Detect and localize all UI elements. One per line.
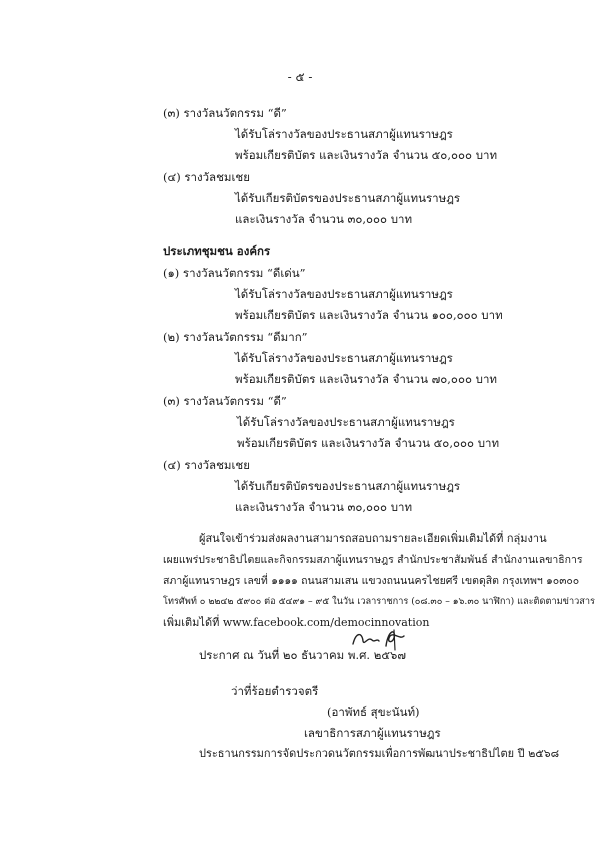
org-section-heading: ประเภทชุมชน องค์กร <box>163 244 271 258</box>
org-award-3-line1: ได้รับโล่รางวัลของประธานสภาผู้แทนราษฎร <box>237 415 455 429</box>
org-award-1-line1: ได้รับโล่รางวัลของประธานสภาผู้แทนราษฎร <box>235 287 453 301</box>
org-award-3-title: (๓) รางวัลนวัตกรรม “ดี” <box>163 394 287 408</box>
handwritten-signature-icon <box>350 626 410 652</box>
award-3-title: (๓) รางวัลนวัตกรรม “ดี” <box>163 106 287 120</box>
page-number: - ๕ - <box>287 70 313 84</box>
award-3-line1: ได้รับโล่รางวัลของประธานสภาผู้แทนราษฎร <box>235 127 453 141</box>
announcement-date: ประกาศ ณ วันที่ ๒๐ ธันวาคม พ.ศ. ๒๕๖๗ <box>199 648 406 662</box>
award-3-line2: พร้อมเกียรติบัตร และเงินรางวัล จำนวน ๕๐,๐๐๐ บาท <box>235 148 498 162</box>
org-award-3-line2: พร้อมเกียรติบัตร และเงินรางวัล จำนวน ๕๐,๐๐๐ บาท <box>237 436 500 450</box>
org-award-4-line2: และเงินรางวัล จำนวน ๓๐,๐๐๐ บาท <box>235 500 413 514</box>
org-award-1-line2: พร้อมเกียรติบัตร และเงินรางวัล จำนวน ๑๐๐,๐๐๐ บาท <box>235 308 503 322</box>
org-award-1-title: (๑) รางวัลนวัตกรรม “ดีเด่น” <box>163 266 306 280</box>
award-4-line1: ได้รับเกียรติบัตรของประธานสภาผู้แทนราษฎร <box>235 191 461 205</box>
contact-line-2: เผยแพร่ประชาธิปไตยและกิจกรรมสภาผู้แทนราษฎร สำนักประชาสัมพันธ์ สำนักงานเลขาธิการ <box>163 554 583 566</box>
contact-line-3: สภาผู้แทนราษฎร เลขที่ ๑๑๑๑ ถนนสามเสน แขวงถนนนครไชยศรี เขตดุสิต กรุงเทพฯ ๑๐๓๐๐ <box>163 575 580 587</box>
signer-committee: ประธานกรรมการจัดประกวดนวัตกรรมเพื่อการพัฒนาประชาธิปไตย ปี ๒๕๖๘ <box>199 747 560 760</box>
signer-position: เลขาธิการสภาผู้แทนราษฎร <box>304 726 441 740</box>
contact-line-4: โทรศัพท์ ๐ ๒๒๔๒ ๕๙๐๐ ต่อ ๕๔๙๑ – ๙๕ ในวัน เวลาราชการ (๐๘.๓๐ – ๑๖.๓๐ นาฬิกา) และติดตามข่าวสาร <box>163 596 595 607</box>
award-4-title: (๔) รางวัลชมเชย <box>163 170 250 184</box>
org-award-2-title: (๒) รางวัลนวัตกรรม “ดีมาก” <box>163 330 308 344</box>
org-award-4-title: (๔) รางวัลชมเชย <box>163 458 250 472</box>
org-award-2-line1: ได้รับโล่รางวัลของประธานสภาผู้แทนราษฎร <box>235 351 453 365</box>
org-award-2-line2: พร้อมเกียรติบัตร และเงินรางวัล จำนวน ๗๐,๐๐๐ บาท <box>235 372 497 386</box>
contact-line-5: เพิ่มเติมได้ที่ www.facebook.com/democinnovation <box>163 616 430 629</box>
org-award-4-line1: ได้รับเกียรติบัตรของประธานสภาผู้แทนราษฎร <box>235 479 461 493</box>
award-4-line2: และเงินรางวัล จำนวน ๓๐,๐๐๐ บาท <box>235 212 413 226</box>
signer-name: (อาพัทธ์ สุขะนันท์) <box>327 705 420 719</box>
acting-rank: ว่าที่ร้อยตำรวจตรี <box>231 684 319 698</box>
contact-line-1: ผู้สนใจเข้าร่วมส่งผลงานสามารถสอบถามรายละเอียดเพิ่มเติมได้ที่ กลุ่มงาน <box>199 532 547 545</box>
